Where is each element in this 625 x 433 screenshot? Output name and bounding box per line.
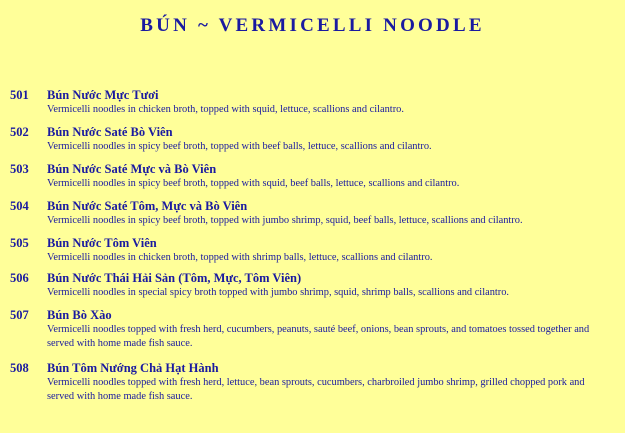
item-description: Vermicelli noodles in chicken broth, topped with squid, lettuce, scallions and cilantro. [47,104,404,115]
item-name: Bún Nước Thái Hải Sản (Tôm, Mực, Tôm Viên) [47,271,302,285]
item-description: Vermicelli noodles in special spicy broth topped with jumbo shrimp, squid, shrimp balls, scallions and cilantro. [47,287,510,298]
item-number: 502 [10,125,29,139]
item-name: Bún Nước Mực Tươi [47,88,159,102]
item-name: Bún Nước Saté Tôm, Mực và Bò Viên [47,199,248,213]
item-name: Bún Nước Tôm Viên [47,236,157,250]
page-title: BÚN ~ VERMICELLI NOODLE [140,15,485,36]
item-number: 506 [10,271,29,285]
item-description: Vermicelli noodles in spicy beef broth, topped with squid, beef balls, lettuce, scallions and cilantro. [47,178,460,189]
item-description: Vermicelli noodles in spicy beef broth, topped with jumbo shrimp, squid, beef balls, lettuce, scallions and cilantro. [47,215,523,226]
item-name: Bún Nước Saté Bò Viên [47,125,173,139]
item-number: 505 [10,236,29,250]
item-number: 504 [10,199,29,213]
item-description: Vermicelli noodles in chicken broth, topped with shrimp balls, lettuce, scallions and cilantro. [47,252,433,263]
item-name: Bún Bò Xào [47,308,112,322]
item-name: Bún Nước Saté Mực và Bò Viên [47,162,217,176]
item-name: Bún Tôm Nướng Chả Hạt Hành [47,361,219,375]
item-number: 507 [10,308,29,322]
item-number: 503 [10,162,29,176]
item-number: 501 [10,88,29,102]
item-description: Vermicelli noodles topped with fresh herd, cucumbers, peanuts, sauté beef, onions, bean sprouts, and tomatoes tossed together and served with home made fish sauce. [47,324,590,349]
item-description: Vermicelli noodles topped with fresh herd, lettuce, bean sprouts, cucumbers, charbroiled jumbo shrimp, grilled chopped pork and served with home made fish sauce. [47,377,585,402]
item-number: 508 [10,361,29,375]
item-description: Vermicelli noodles in spicy beef broth, topped with beef balls, lettuce, scallions and cilantro. [47,141,432,152]
